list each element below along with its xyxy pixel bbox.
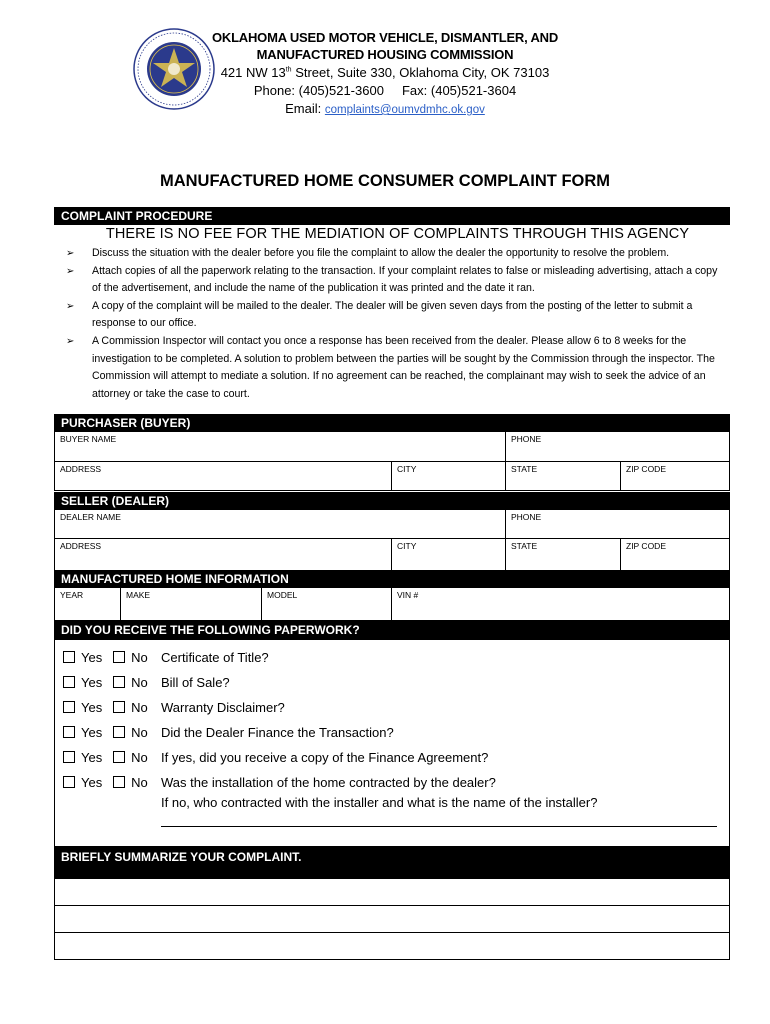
question-text: Bill of Sale? (161, 675, 230, 690)
form-title: MANUFACTURED HOME CONSUMER COMPLAINT FORM (159, 172, 611, 190)
paperwork-heading: DID YOU RECEIVE THE FOLLOWING PAPERWORK? (54, 621, 730, 640)
buyer-zip-field[interactable] (620, 462, 729, 490)
paperwork-question (63, 700, 285, 715)
dealer-state-field[interactable] (505, 539, 620, 570)
yes-checkbox[interactable]: Yes (63, 750, 102, 765)
summary-line[interactable] (55, 879, 729, 906)
no-checkbox[interactable]: No (113, 725, 148, 740)
no-checkbox[interactable]: No (113, 650, 148, 665)
org-email: Email: complaints@oumvdmhc.ok.gov (285, 101, 485, 116)
dealer-city-label: CITY (397, 541, 417, 551)
vin-field[interactable] (391, 588, 729, 620)
summary-line[interactable] (55, 933, 729, 960)
arrow-bullet-icon: ➢ (66, 248, 75, 259)
procedure-heading: COMPLAINT PROCEDURE (54, 207, 730, 225)
yes-checkbox[interactable]: Yes (63, 650, 102, 665)
paperwork-question (63, 725, 394, 740)
org-name-line1: OKLAHOMA USED MOTOR VEHICLE, DISMANTLER, AND (211, 30, 559, 45)
buyer-city-label: CITY (397, 464, 417, 474)
followup-text: If no, who contracted with the installer and what is the name of the installer? (161, 795, 598, 810)
buyer-zip-label: ZIP CODE (626, 464, 666, 474)
no-checkbox[interactable]: No (113, 700, 148, 715)
buyer-phone-label: PHONE (511, 434, 542, 444)
buyer-phone-field[interactable] (505, 432, 729, 461)
paperwork-question (63, 675, 230, 690)
purchaser-fields (54, 432, 730, 491)
year-field[interactable] (55, 588, 120, 620)
home-info-heading: MANUFACTURED HOME INFORMATION (54, 571, 730, 588)
yes-checkbox[interactable]: Yes (63, 700, 102, 715)
question-text: If yes, did you receive a copy of the Finance Agreement? (161, 750, 489, 765)
vin-label: VIN # (397, 590, 419, 600)
make-label: MAKE (126, 590, 151, 600)
no-checkbox[interactable]: No (113, 675, 148, 690)
question-text: Warranty Disclaimer? (161, 700, 285, 715)
home-info-fields (54, 588, 730, 621)
arrow-bullet-icon: ➢ (66, 335, 75, 347)
list-item: ➢ Discuss the situation with the dealer before you file the complaint to allow the dealer the opportunity to resolve the problem. (66, 245, 728, 263)
buyer-city-field[interactable] (391, 462, 505, 490)
no-checkbox[interactable]: No (113, 775, 148, 790)
buyer-address-field[interactable] (55, 462, 391, 490)
arrow-bullet-icon: ➢ (66, 265, 75, 277)
dealer-zip-field[interactable] (620, 539, 729, 570)
dealer-address-field[interactable] (55, 539, 391, 570)
year-label: YEAR (60, 590, 84, 600)
arrow-bullet-icon: ➢ (66, 300, 75, 312)
buyer-name-field[interactable] (55, 432, 505, 461)
dealer-name-field[interactable] (55, 510, 505, 538)
dealer-zip-label: ZIP CODE (626, 541, 666, 551)
dealer-phone-label: PHONE (511, 512, 542, 522)
list-item: ➢ A copy of the complaint will be mailed to the dealer. The dealer will be given seven days from the posting of the letter to submit a response to our office. (66, 299, 693, 330)
email-link[interactable]: complaints@oumvdmhc.ok.gov (324, 104, 485, 116)
no-fee-notice: THERE IS NO FEE FOR THE MEDIATION OF COMPLAINTS THROUGH THIS AGENCY (105, 226, 690, 242)
org-address: 421 NW 13th Street, Suite 330, Oklahoma City, OK 73103 (220, 65, 550, 80)
buyer-address-label: ADDRESS (60, 464, 102, 474)
purchaser-heading: PURCHASER (BUYER) (54, 414, 730, 432)
question-text: Did the Dealer Finance the Transaction? (161, 725, 394, 740)
summary-field[interactable] (54, 878, 730, 960)
paperwork-section (54, 640, 730, 847)
org-name-line2: MANUFACTURED HOUSING COMMISSION (256, 47, 514, 62)
paperwork-question (63, 750, 489, 765)
yes-checkbox[interactable]: Yes (63, 675, 102, 690)
summary-line[interactable] (55, 906, 729, 933)
buyer-state-label: STATE (511, 464, 538, 474)
question-text: Was the installation of the home contracted by the dealer? (161, 775, 496, 790)
dealer-address-label: ADDRESS (60, 541, 102, 551)
summary-heading: BRIEFLY SUMMARIZE YOUR COMPLAINT. (54, 847, 730, 878)
seller-heading: SELLER (DEALER) (54, 492, 730, 510)
paperwork-question (63, 775, 496, 790)
model-label: MODEL (267, 590, 298, 600)
make-field[interactable] (120, 588, 261, 620)
seller-fields (54, 510, 730, 571)
buyer-name-label: BUYER NAME (60, 434, 117, 444)
dealer-phone-field[interactable] (505, 510, 729, 538)
list-item: ➢ A Commission Inspector will contact you once a response has been received from the dealer. Please allow 6 to 8 weeks for the investigation to be completed. A solution to problem between the parties will be sought by the Commission through the inspector. The Commission will attempt to mediate a solution. If no agreement can be reached, the complainant may wish to seek the advice of an attorney or take the case to court. (66, 334, 715, 400)
procedure-steps (66, 245, 728, 403)
list-item: ➢ Attach copies of all the paperwork relating to the transaction. If your complaint relates to false or misleading advertising, attach a copy of the advertisement, and include the name of the publication it was printed and the date it ran. (66, 264, 718, 295)
installer-answer-line[interactable] (161, 826, 717, 827)
org-phone-fax: Phone: (405)521-3600 Fax: (405)521-3604 (253, 83, 517, 98)
dealer-state-label: STATE (511, 541, 538, 551)
yes-checkbox[interactable]: Yes (63, 775, 102, 790)
dealer-name-label: DEALER NAME (60, 512, 121, 522)
buyer-state-field[interactable] (505, 462, 620, 490)
no-checkbox[interactable]: No (113, 750, 148, 765)
yes-checkbox[interactable]: Yes (63, 725, 102, 740)
paperwork-question (63, 650, 269, 665)
model-field[interactable] (261, 588, 391, 620)
question-text: Certificate of Title? (161, 650, 269, 665)
dealer-city-field[interactable] (391, 539, 505, 570)
